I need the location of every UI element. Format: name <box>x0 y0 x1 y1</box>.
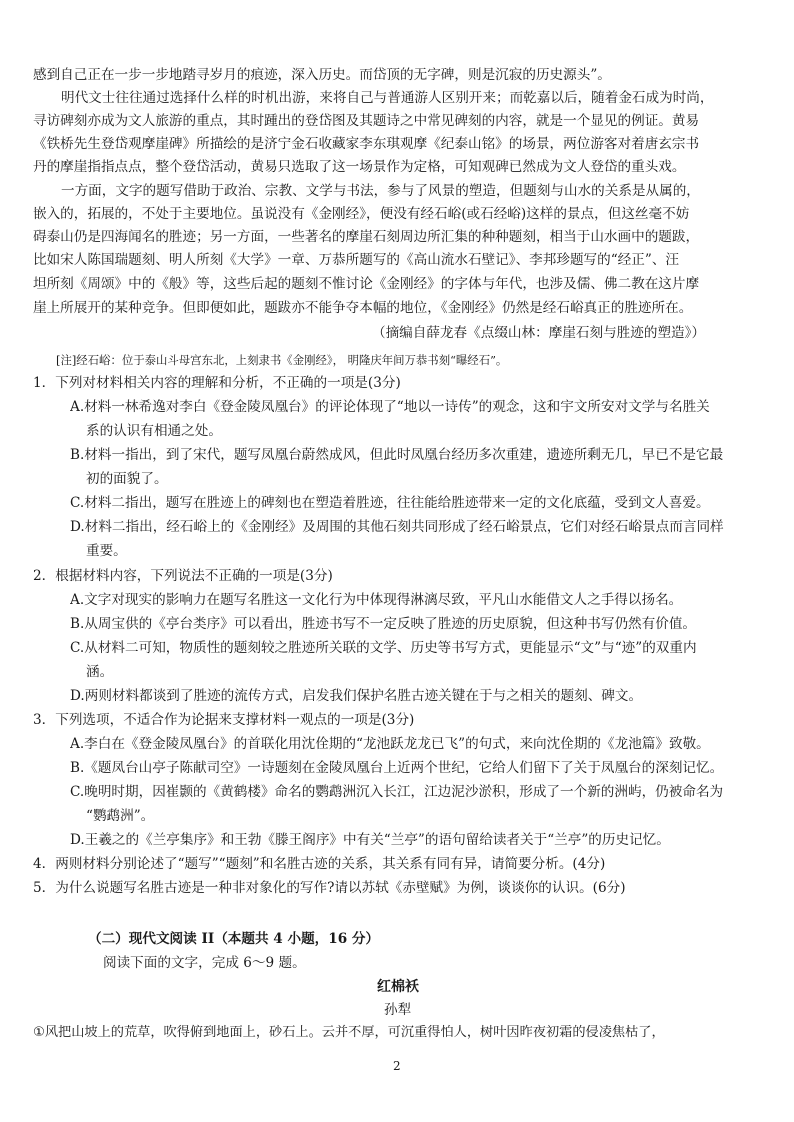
section-instruction: 阅读下面的文字，完成 6～9 题。 <box>103 955 306 971</box>
option-line: C.从材料二可知，物质性的题刻较之胜迹所关联的文学、历史等书写方式，更能显示“文”与“迹”的双重内 <box>70 640 697 656</box>
paragraph-line: 《铁桥先生登岱观摩崖碑》所描绘的是济宁金石收藏家李东琪观摩《纪泰山铭》的场景，两位游客对着唐玄宗书 <box>33 136 700 152</box>
option-line: 初的面貌了。 <box>86 471 168 487</box>
question-stem: 5．为什么说题写名胜古迹是一种非对象化的写作?请以苏轼《赤壁赋》为例，谈谈你的认识。(6分) <box>33 880 626 896</box>
paragraph-line: 明代文士往往通过选择什么样的时机出游，来将自己与普通游人区别开来；而乾嘉以后，随着金石成为时尚， <box>61 90 714 106</box>
paragraph-line: 感到自己正在一步一步地踏寻岁月的痕迹，深入历史。而岱顶的无字碑，则是沉寂的历史源头”。 <box>33 67 611 83</box>
option-line: B.材料一指出，到了宋代，题写凤凰台蔚然成风，但此时凤凰台经历多次重建，遗迹所剩无几，早已不是它最 <box>70 447 724 463</box>
option-line: D.两则材料都谈到了胜迹的流传方式，启发我们保护名胜古迹关键在于与之相关的题刻、碑文。 <box>70 688 643 704</box>
option-line: “鹦鹉洲”。 <box>86 808 155 824</box>
paragraph-line: 崖上所展开的某种竞争。但即便如此，题跋亦不能争夺本幅的地位，《金刚经》仍然是经石峪真正的胜迹所在。 <box>33 300 693 316</box>
story-first-line: ①风把山坡上的荒草，吹得俯到地面上，砂石上。云并不厚，可沉重得怕人，树叶因昨夜初霜的侵凌焦枯了， <box>33 1025 665 1040</box>
question-stem: 2．根据材料内容，下列说法不正确的一项是(3分) <box>33 568 333 584</box>
option-line: A.材料一林希逸对李白《登金陵凤凰台》的评论体现了“地以一诗传”的观念，这和宇文所安对文学与名胜关 <box>70 399 710 415</box>
option-line: B.《题凤台山亭子陈献司空》一诗题刻在金陵凤凰台上近两个世纪，它给人们留下了关于凤凰台的深刻记忆。 <box>70 760 724 776</box>
source-citation: （摘编自薛龙春《点缀山林：摩崖石刻与胜迹的塑造》） <box>372 325 706 341</box>
footnote: [注]经石峪：位于泰山斗母宫东北，上刻隶书《金刚经》， 明隆庆年间万恭书刻“曝经石”。 <box>56 353 508 367</box>
option-line: 重要。 <box>86 543 127 559</box>
option-line: 系的认识有相通之处。 <box>86 423 222 439</box>
option-line: B.从周宝供的《亭台类序》可以看出，胜迹书写不一定反映了胜迹的历史原貌，但这种书写仍然有价值。 <box>70 616 697 632</box>
paragraph-line: 嵌入的，拓展的，不处于主要地位。虽说没有《金刚经》，便没有经石峪(或石经峪)这样的景点，但这丝毫不妨 <box>33 206 690 222</box>
page-number: 2 <box>393 1059 401 1073</box>
paragraph-line: 碍泰山仍是四海闻名的胜迹；另一方面，一些著名的摩崖石刻周边所汇集的种种题刻，相当于山水画中的题跋， <box>33 229 700 245</box>
option-line: 涵。 <box>86 664 114 680</box>
paragraph-line: 比如宋人陈国瑞题刻、明人所刻《大学》一章、万恭所题写的《高山流水石壁记》、李邦珍题写的“经正”、汪 <box>33 252 680 268</box>
paragraph-line: 寻访碑刻亦成为文人旅游的重点，其时踵出的登岱图及其题诗之中常见碑刻的内容，就是一个显见的例证。黄易 <box>33 113 700 129</box>
section-heading: （二）现代文阅读 II（本题共 4 小题，16 分） <box>88 931 380 947</box>
question-stem: 4．两则材料分别论述了“题写”“题刻”和名胜古迹的关系，其关系有同有异，请简要分析。(4分) <box>33 856 606 872</box>
option-line: A.文字对现实的影响力在题写名胜这一文化行为中体现得淋漓尽致，平凡山水能借文人之手得以扬名。 <box>70 592 683 608</box>
paragraph-line: 坦所刻《周颂》中的《般》等，这些后起的题刻不惟讨论《金刚经》的字体与年代，也涉及儒、佛二教在这片摩 <box>33 276 700 292</box>
story-title: 红棉袄 <box>377 979 419 995</box>
option-line: A.李白在《登金陵凤凰台》的首联化用沈佺期的“龙池跃龙龙已飞”的句式，来向沈佺期的《龙池篇》致敬。 <box>70 736 710 752</box>
story-author: 孙犁 <box>384 1002 412 1018</box>
question-stem: 3．下列选项，不适合作为论据来支撑材料一观点的一项是(3分) <box>33 712 415 728</box>
option-line: D.材料二指出，经石峪上的《金刚经》及周围的其他石刻共同形成了经石峪景点，它们对经石峪景点而言同样 <box>70 519 724 535</box>
paragraph-line: 丹的摩崖指指点点，整个登岱活动，黄易只选取了这一场景作为定格，可知观碑已然成为文人登岱的重头戏。 <box>33 159 686 175</box>
question-stem: 1．下列对材料相关内容的理解和分析，不正确的一项是(3分) <box>33 375 401 391</box>
option-line: C.晚明时期，因崔颢的《黄鹤楼》命名的鹦鹉洲沉入长江，江边泥沙淤积，形成了一个新的洲屿，仍被命名为 <box>70 784 724 800</box>
paragraph-line: 一方面，文字的题写借助于政治、宗教、文学与书法，参与了风景的塑造，但题刻与山水的关系是从属的， <box>61 183 700 199</box>
option-line: C.材料二指出，题写在胜迹上的碑刻也在塑造着胜迹，往往能给胜迹带来一定的文化底蕴，受到文人喜爱。 <box>70 495 710 511</box>
option-line: D.王羲之的《兰亭集序》和王勃《滕王阁序》中有关“兰亭”的语句留给读者关于“兰亭”的历史记忆。 <box>70 832 670 848</box>
